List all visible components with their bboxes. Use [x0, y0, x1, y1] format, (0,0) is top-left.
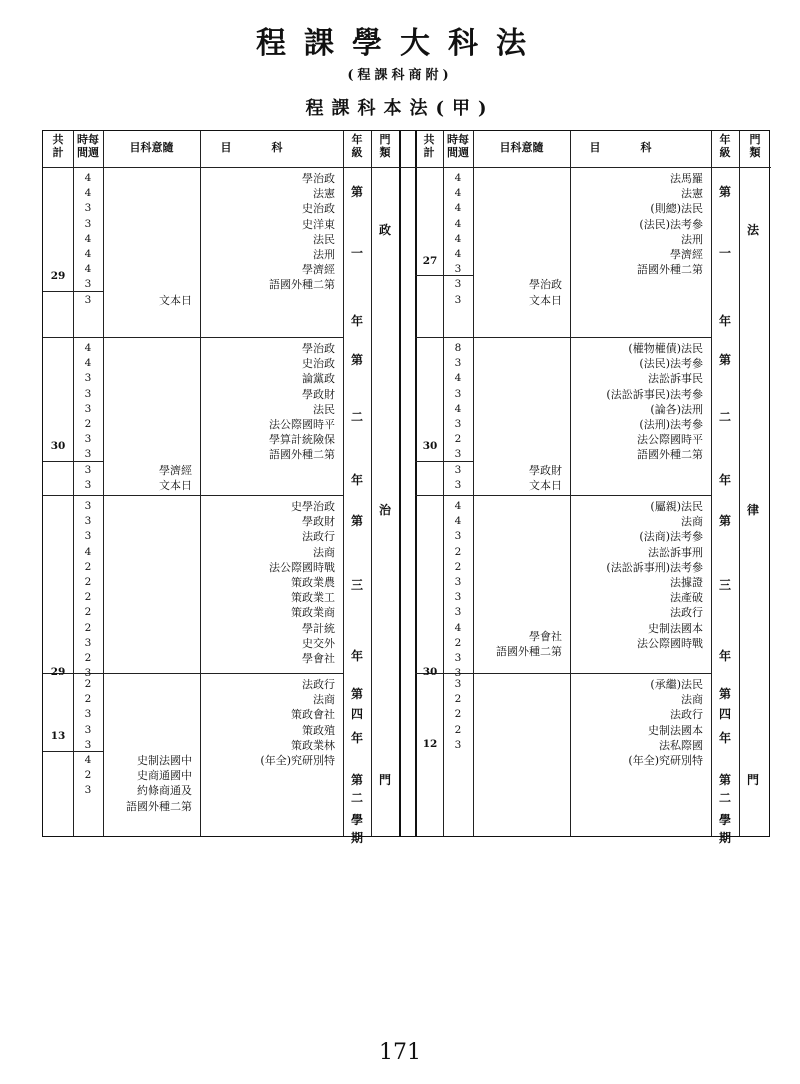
subject-name: (年全)究研別特	[628, 753, 703, 767]
elective-hours-value: 3	[454, 478, 462, 491]
left-header-subject: 目科	[220, 141, 323, 154]
hours-value: 4	[84, 247, 92, 260]
subject-name: (年全)究研別特	[260, 753, 335, 767]
header-rule	[43, 167, 771, 168]
elective-subject: 文本日	[159, 293, 192, 307]
subject-name: (法商)法考參	[639, 530, 703, 544]
subject-name: 策政殖	[302, 723, 335, 737]
left-year-char: 三	[350, 578, 363, 592]
elective-subject: 語國外種二第	[496, 644, 562, 658]
hours-value: 2	[84, 591, 92, 604]
right-year-char: 第	[718, 184, 731, 199]
subject-name: 學治政	[302, 172, 335, 185]
left-year-char: 第	[350, 353, 363, 368]
left-block-total: 30	[50, 439, 66, 452]
left-hours-list	[73, 499, 103, 681]
hours-value: 4	[454, 247, 462, 260]
hours-value: 3	[454, 357, 462, 370]
left-hours-list	[73, 341, 103, 463]
hours-value: 4	[454, 621, 462, 634]
left-elective-list	[107, 753, 192, 814]
hours-value: 3	[454, 448, 462, 461]
hours-value: 3	[454, 387, 462, 400]
subject-name: 語國外種二第	[637, 263, 703, 277]
right-block-total: 27	[422, 254, 438, 267]
subject-name: (屬親)法民	[650, 500, 703, 513]
right-subject-list	[574, 499, 703, 651]
right-subject-list	[574, 171, 703, 277]
hours-value: 4	[84, 342, 92, 354]
right-dept-char: 門	[746, 773, 759, 787]
subject-name: 法商	[681, 693, 703, 707]
right-year-char: 四	[718, 707, 731, 721]
subject-name: 法私際國	[659, 738, 703, 752]
subject-name: (法民)法考參	[639, 217, 703, 231]
hours-value: 3	[84, 387, 92, 400]
subject-name: 法公際國時戰	[637, 636, 703, 650]
hours-value: 2	[454, 560, 462, 573]
right-elective-list	[477, 629, 562, 659]
hours-value: 3	[454, 678, 462, 690]
left-elective-rule	[43, 291, 103, 292]
right-header-total: 共 計	[423, 133, 435, 159]
right-elective-rule	[415, 275, 473, 276]
subject-name: 策政業商	[291, 606, 335, 620]
left-block-total: 13	[50, 730, 66, 743]
subject-name: (承繼)法民	[650, 678, 703, 691]
column-rule	[103, 131, 104, 836]
curriculum-table	[42, 130, 770, 845]
subject-name: 學政財	[302, 515, 335, 529]
left-year-char: 年	[350, 473, 363, 488]
right-hours-list	[443, 677, 473, 753]
left-year-char: 年	[350, 731, 363, 745]
right-header-subject: 目科	[589, 141, 692, 154]
subject-name: (法訟訴事刑)法考參	[606, 560, 703, 574]
right-year-char: 年	[718, 649, 731, 664]
hours-value: 2	[454, 545, 462, 558]
hours-value: 4	[84, 357, 92, 370]
left-year-char: 第	[350, 687, 363, 701]
subject-name: 法公際國時平	[637, 433, 703, 447]
right-year-char: 第	[718, 773, 731, 787]
column-rule	[739, 131, 740, 836]
hours-value: 4	[454, 202, 462, 215]
left-year-char: 二	[350, 791, 363, 805]
elective-hours-value: 3	[454, 463, 462, 476]
left-block-total: 29	[50, 666, 66, 679]
left-header-year: 年 級	[351, 133, 363, 159]
right-year-char: 年	[718, 473, 731, 488]
hours-value: 4	[454, 217, 462, 230]
subject-name: (權物權債)法民	[628, 342, 703, 355]
subject-name: 語國外種二第	[637, 448, 703, 462]
hours-value: 4	[84, 232, 92, 245]
hours-value: 2	[454, 636, 462, 649]
hours-value: 3	[84, 708, 92, 721]
left-elective-hours	[73, 463, 103, 493]
left-header-dept: 門 類	[379, 133, 391, 159]
subject-name: 法政行	[670, 606, 703, 620]
subject-name: 語國外種二第	[269, 278, 335, 292]
right-subject-list	[574, 341, 703, 463]
hours-value: 3	[84, 202, 92, 215]
left-subject-list	[204, 341, 335, 463]
subject-name: 史治政	[302, 357, 335, 371]
hours-value: 3	[84, 515, 92, 528]
left-year-char: 期	[350, 831, 363, 845]
right-header-year: 年 級	[719, 133, 731, 159]
subject-name: 史治政	[302, 202, 335, 216]
right-header-hours: 時每 間週	[447, 133, 469, 159]
right-block-total: 12	[422, 737, 438, 750]
hours-value: 2	[454, 693, 462, 706]
hours-value: 3	[84, 667, 92, 680]
elective-hours-value: 3	[454, 278, 462, 291]
table-title: 程課科本法(甲)	[305, 98, 495, 119]
subject-name: 法政行	[302, 530, 335, 544]
right-year-char: 學	[718, 813, 731, 827]
subject-name: 法民	[313, 232, 335, 246]
subject-name: 史洋東	[302, 217, 335, 231]
left-header-elective: 目科意隨	[129, 141, 174, 154]
subject-name: 法馬羅	[670, 172, 703, 185]
hours-value: 4	[84, 263, 92, 276]
subject-name: 法公際國時戰	[269, 560, 335, 574]
subject-name: 法商	[313, 693, 335, 707]
right-dept-char: 法	[746, 223, 759, 237]
hours-value: 4	[454, 515, 462, 528]
left-elective-hours	[73, 293, 103, 308]
column-rule	[473, 131, 474, 836]
left-year-char: 二	[350, 410, 363, 424]
hours-value: 3	[84, 738, 92, 751]
hours-value: 3	[84, 723, 92, 736]
block-rule	[415, 337, 711, 338]
subject-name: 史制法國本	[648, 723, 703, 737]
block-rule	[43, 495, 343, 496]
elective-hours-value: 3	[84, 463, 92, 476]
left-dept-char: 治	[378, 503, 391, 517]
column-rule	[200, 131, 201, 836]
left-subject-list	[204, 499, 335, 666]
left-year-char: 第	[350, 184, 363, 199]
elective-subject: 學會社	[529, 629, 562, 643]
subject-name: 法公際國時平	[269, 417, 335, 431]
hours-value: 3	[454, 575, 462, 588]
subject-name: 法訟訴事刑	[648, 545, 703, 559]
column-rule	[415, 131, 417, 836]
right-year-char: 二	[718, 791, 731, 805]
elective-hours-value: 3	[84, 293, 92, 306]
right-block-total: 30	[422, 666, 438, 679]
right-year-char: 年	[718, 731, 731, 745]
hours-value: 8	[454, 342, 462, 354]
left-subject-list	[204, 171, 335, 293]
subject-name: 法憲	[313, 187, 335, 201]
left-year-char: 第	[350, 773, 363, 787]
subject-name: (法刑)法考參	[639, 417, 703, 431]
column-rule	[399, 131, 401, 836]
elective-subject: 史制法國中	[137, 754, 192, 767]
left-elective-rule	[43, 461, 103, 462]
subject-name: (法民)法考參	[639, 357, 703, 371]
right-year-char: 一	[718, 246, 731, 260]
page-number: 171	[379, 1040, 421, 1065]
elective-subject: 史商通國中	[137, 769, 192, 783]
subject-name: 法民	[313, 402, 335, 416]
elective-hours-value: 2	[84, 769, 92, 782]
right-hours-list	[443, 171, 473, 277]
right-elective-hours	[443, 277, 473, 307]
subject-name: 學濟經	[302, 263, 335, 277]
elective-hours-value: 3	[454, 293, 462, 306]
right-elective-rule	[415, 461, 473, 462]
hours-value: 4	[84, 187, 92, 200]
column-rule	[343, 131, 344, 836]
hours-value: 2	[84, 575, 92, 588]
left-year-char: 學	[350, 813, 363, 827]
right-elective-list	[477, 277, 562, 307]
left-block-total: 29	[50, 269, 66, 282]
right-year-char: 期	[718, 831, 731, 845]
right-year-char: 第	[718, 687, 731, 701]
hours-value: 3	[84, 217, 92, 230]
subject-name: 法產破	[670, 591, 703, 605]
subject-name: 法刑	[681, 232, 703, 246]
subject-name: 法刑	[313, 247, 335, 261]
subject-name: 法政行	[302, 678, 335, 691]
hours-value: 4	[454, 232, 462, 245]
column-rule	[711, 131, 712, 836]
hours-value: 3	[84, 278, 92, 291]
subject-name: 策政業農	[291, 575, 335, 589]
hours-value: 3	[454, 738, 462, 751]
right-elective-list	[477, 463, 562, 493]
elective-subject: 文本日	[159, 478, 192, 492]
hours-value: 2	[84, 560, 92, 573]
subject-name: 策政業林	[291, 738, 335, 752]
subject-name: 學會社	[302, 651, 335, 665]
subject-name: 法據證	[670, 575, 703, 589]
column-rule	[371, 131, 372, 836]
right-year-char: 三	[718, 578, 731, 592]
subject-name: (論各)法刑	[650, 402, 703, 416]
subject-name: 策政會社	[291, 708, 335, 722]
elective-subject: 學治政	[529, 278, 562, 292]
left-year-char: 第	[350, 513, 363, 528]
page-title: 程課學大科法	[256, 26, 544, 61]
hours-value: 3	[84, 636, 92, 649]
left-subject-list	[204, 677, 335, 768]
subject-name: 法政行	[670, 708, 703, 722]
page-subtitle: (程課科商附)	[347, 68, 453, 83]
hours-value: 3	[84, 372, 92, 385]
left-elective-hours	[73, 753, 103, 799]
subject-name: 法訟訴事民	[648, 372, 703, 386]
hours-value: 2	[84, 678, 92, 690]
subject-name: (則總)法民	[650, 202, 703, 216]
subject-name: 史制法國本	[648, 621, 703, 635]
right-subject-list	[574, 677, 703, 768]
right-header-elective: 目科意隨	[499, 141, 544, 154]
elective-subject: 文本日	[529, 478, 562, 492]
column-rule	[570, 131, 571, 836]
hours-value: 2	[84, 621, 92, 634]
elective-subject: 語國外種二第	[126, 799, 192, 813]
left-year-char: 四	[350, 707, 363, 721]
left-year-char: 年	[350, 314, 363, 328]
subject-name: 法商	[681, 515, 703, 529]
right-year-char: 二	[718, 410, 731, 424]
right-year-char: 第	[718, 513, 731, 528]
right-elective-hours	[443, 463, 473, 493]
subject-name: 史學治政	[291, 500, 335, 513]
right-header-dept: 門 類	[749, 133, 761, 159]
hours-value: 4	[454, 372, 462, 385]
subject-name: 學治政	[302, 342, 335, 355]
subject-name: 學計統	[302, 621, 335, 635]
subject-name: 學政財	[302, 387, 335, 401]
subject-name: 論黨政	[302, 372, 335, 386]
hours-value: 3	[454, 651, 462, 664]
subject-name: 語國外種二第	[269, 448, 335, 462]
left-year-char: 一	[350, 246, 363, 260]
subject-name: 學濟經	[670, 247, 703, 261]
hours-value: 4	[84, 172, 92, 184]
left-elective-list	[107, 463, 192, 493]
hours-value: 3	[454, 263, 462, 276]
hours-value: 3	[84, 500, 92, 512]
block-rule	[415, 495, 711, 496]
hours-value: 2	[84, 651, 92, 664]
hours-value: 3	[454, 417, 462, 430]
left-year-char: 年	[350, 649, 363, 664]
left-dept-char: 政	[378, 223, 391, 237]
hours-value: 3	[454, 591, 462, 604]
hours-value: 4	[454, 187, 462, 200]
elective-hours-value: 3	[84, 784, 92, 797]
subject-name: 史交外	[302, 636, 335, 650]
hours-value: 2	[454, 708, 462, 721]
hours-value: 3	[84, 402, 92, 415]
hours-value: 2	[84, 606, 92, 619]
hours-value: 4	[454, 500, 462, 512]
hours-value: 4	[454, 402, 462, 415]
subject-name: (法訟訴事民)法考參	[606, 387, 703, 401]
right-year-char: 年	[718, 314, 731, 328]
right-hours-list	[443, 499, 473, 681]
hours-value: 4	[454, 172, 462, 184]
hours-value: 3	[454, 530, 462, 543]
hours-value: 4	[84, 545, 92, 558]
hours-value: 3	[84, 530, 92, 543]
left-elective-list	[107, 293, 192, 308]
right-hours-list	[443, 341, 473, 463]
left-header-total: 共 計	[52, 133, 64, 159]
hours-value: 2	[84, 693, 92, 706]
subject-name: 策政業工	[291, 591, 335, 605]
left-header-hours: 時每 間週	[77, 133, 99, 159]
subject-name: 法商	[313, 545, 335, 559]
elective-hours-value: 3	[84, 478, 92, 491]
right-block-total: 30	[422, 439, 438, 452]
elective-hours-value: 4	[84, 754, 92, 766]
hours-value: 3	[84, 433, 92, 446]
hours-value: 2	[454, 723, 462, 736]
left-hours-list	[73, 677, 103, 753]
elective-subject: 學濟經	[159, 463, 192, 477]
elective-subject: 文本日	[529, 293, 562, 307]
block-rule	[43, 337, 343, 338]
left-hours-list	[73, 171, 103, 293]
subject-name: 法憲	[681, 187, 703, 201]
left-elective-rule	[43, 751, 103, 752]
subject-name: 學算計統險保	[269, 433, 335, 447]
elective-subject: 約條商通及	[137, 784, 192, 798]
hours-value: 3	[454, 606, 462, 619]
hours-value: 2	[454, 433, 462, 446]
hours-value: 3	[454, 667, 462, 680]
left-dept-char: 門	[378, 773, 391, 787]
hours-value: 3	[84, 448, 92, 461]
right-year-char: 第	[718, 353, 731, 368]
elective-subject: 學政財	[529, 463, 562, 477]
right-dept-char: 律	[746, 503, 759, 517]
hours-value: 2	[84, 417, 92, 430]
